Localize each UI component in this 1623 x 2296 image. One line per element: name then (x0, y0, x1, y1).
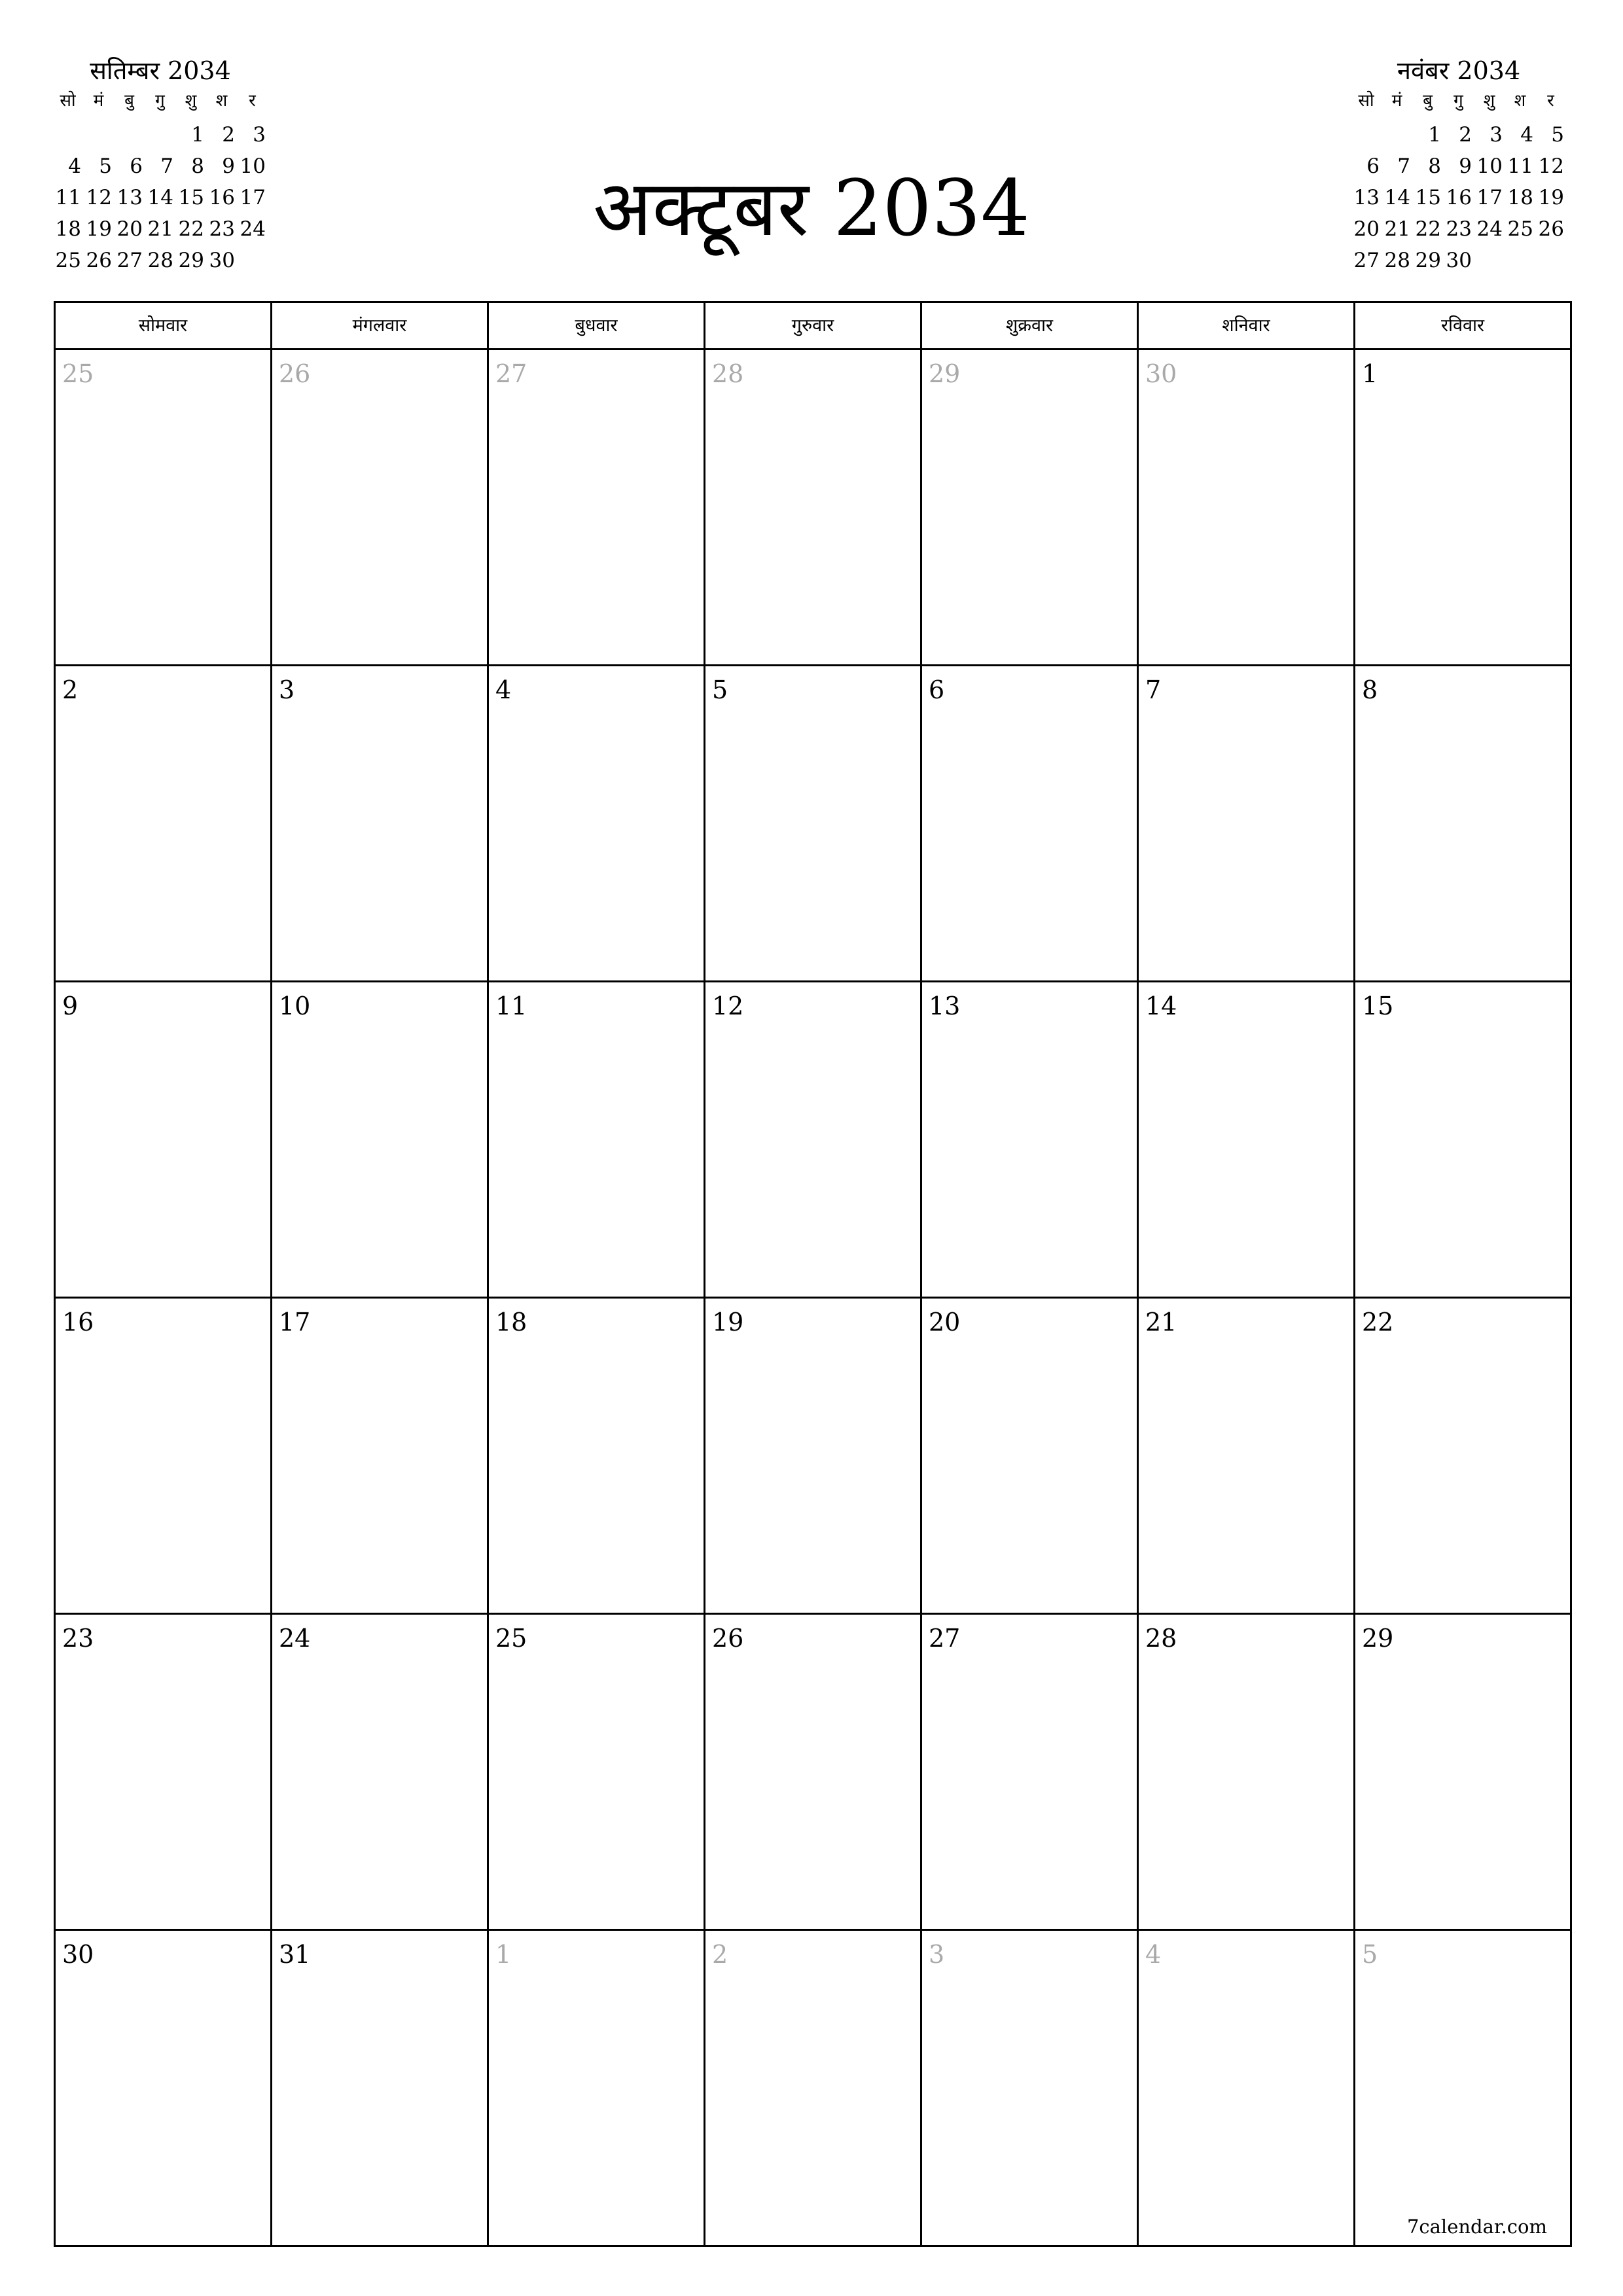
day-number: 13 (929, 992, 961, 1020)
day-cell (1139, 1615, 1355, 1931)
mini-weekday-label: शु (185, 91, 197, 111)
mini-day-number: 28 (1384, 249, 1410, 272)
day-number: 19 (712, 1308, 744, 1336)
day-cell (1139, 350, 1355, 666)
mini-day-number: 27 (116, 249, 143, 272)
weekday-header-cell: मंगलवार (272, 303, 489, 350)
day-number: 30 (1145, 359, 1177, 388)
mini-day-number: 16 (1446, 186, 1472, 209)
day-number: 27 (929, 1624, 961, 1653)
mini-day-number: 2 (1459, 123, 1472, 147)
day-number: 15 (1362, 992, 1394, 1020)
day-cell (1355, 666, 1572, 982)
next-month-grid (1351, 88, 1567, 276)
day-cell (272, 1299, 489, 1615)
mini-weekday-label: श (1514, 91, 1526, 111)
mini-day-number: 22 (178, 217, 204, 241)
mini-day-number: 18 (55, 217, 81, 241)
day-cell (705, 982, 922, 1299)
mini-day-number: 15 (1415, 186, 1441, 209)
mini-day-number: 14 (147, 186, 173, 209)
weekday-header-cell: शुक्रवार (922, 303, 1139, 350)
day-number: 26 (279, 359, 311, 388)
day-number: 3 (279, 675, 295, 704)
weekday-header-cell: सोमवार (56, 303, 272, 350)
day-number: 2 (62, 675, 79, 704)
mini-weekday-label: शु (1483, 91, 1495, 111)
day-number: 3 (929, 1940, 945, 1969)
next-month-title: नवंबर 2034 (1397, 56, 1521, 85)
mini-day-number: 3 (1489, 123, 1503, 147)
day-number: 17 (279, 1308, 311, 1336)
mini-weekday-label: गु (1454, 91, 1463, 111)
mini-day-number: 2 (222, 123, 235, 147)
day-cell (1355, 982, 1572, 1299)
mini-day-number: 9 (222, 154, 235, 178)
day-cell (489, 982, 705, 1299)
month-calendar (54, 301, 1572, 2247)
weekday-header-cell: बुधवार (489, 303, 705, 350)
mini-weekday-label: मं (93, 91, 104, 111)
day-number: 27 (495, 359, 527, 388)
prev-month-mini-calendar (52, 54, 268, 276)
mini-weekday-label: बु (1423, 91, 1433, 111)
day-number: 5 (712, 675, 728, 704)
mini-day-number: 25 (55, 249, 81, 272)
mini-day-number: 19 (1538, 186, 1564, 209)
day-cell (922, 666, 1139, 982)
mini-day-number (1351, 119, 1382, 151)
day-cell (272, 1615, 489, 1931)
day-cell (1139, 666, 1355, 982)
mini-day-number: 29 (178, 249, 204, 272)
mini-day-number: 20 (1353, 217, 1380, 241)
mini-day-number: 5 (99, 154, 112, 178)
mini-day-number: 8 (191, 154, 204, 178)
mini-weekday-label: बु (124, 91, 134, 111)
mini-day-number: 21 (147, 217, 173, 241)
mini-day-number: 9 (1459, 154, 1472, 178)
day-number: 1 (495, 1940, 512, 1969)
day-cell (489, 1615, 705, 1931)
mini-day-number: 10 (240, 154, 266, 178)
day-cell (56, 350, 272, 666)
mini-weekday-label: मं (1391, 91, 1402, 111)
weekday-header-cell: शनिवार (1139, 303, 1355, 350)
day-cell (1355, 1931, 1572, 2247)
day-cell (56, 982, 272, 1299)
day-number: 18 (495, 1308, 527, 1336)
mini-weekday-label: र (249, 91, 256, 111)
mini-weekday-label: सो (60, 91, 76, 111)
day-cell (56, 1299, 272, 1615)
mini-day-number: 12 (1538, 154, 1564, 178)
prev-month-grid (52, 88, 268, 276)
mini-day-number: 16 (209, 186, 235, 209)
mini-day-number: 26 (1538, 217, 1564, 241)
mini-weekday-label: र (1547, 91, 1554, 111)
day-cell (272, 1931, 489, 2247)
day-number: 29 (929, 359, 961, 388)
mini-day-number: 1 (1428, 123, 1441, 147)
day-cell (56, 666, 272, 982)
day-number: 20 (929, 1308, 961, 1336)
day-cell (272, 982, 489, 1299)
mini-day-number: 11 (55, 186, 81, 209)
mini-day-number: 14 (1384, 186, 1410, 209)
day-number: 7 (1145, 675, 1162, 704)
mini-day-number (83, 119, 114, 151)
day-cell (922, 982, 1139, 1299)
day-number: 25 (62, 359, 94, 388)
day-number: 1 (1362, 359, 1378, 388)
day-number: 31 (279, 1940, 311, 1969)
mini-day-number: 4 (1520, 123, 1533, 147)
mini-day-number: 20 (116, 217, 143, 241)
day-cell (705, 666, 922, 982)
mini-day-number: 21 (1384, 217, 1410, 241)
day-cell (489, 1299, 705, 1615)
mini-day-number: 7 (1397, 154, 1410, 178)
mini-weekday-label: सो (1358, 91, 1374, 111)
mini-day-number: 10 (1476, 154, 1503, 178)
prev-month-title: सतिम्बर 2034 (90, 56, 231, 85)
mini-day-number: 11 (1507, 154, 1533, 178)
day-cell (1355, 1299, 1572, 1615)
mini-day-number: 30 (1446, 249, 1472, 272)
day-number: 2 (712, 1940, 728, 1969)
day-number: 30 (62, 1940, 94, 1969)
day-number: 25 (495, 1624, 527, 1653)
day-number: 28 (712, 359, 744, 388)
mini-day-number: 19 (86, 217, 112, 241)
day-cell (705, 1931, 922, 2247)
day-number: 12 (712, 992, 744, 1020)
day-number: 28 (1145, 1624, 1177, 1653)
mini-day-number: 1 (191, 123, 204, 147)
mini-day-number: 23 (209, 217, 235, 241)
mini-weekday-label: गु (155, 91, 165, 111)
day-number: 6 (929, 675, 945, 704)
weekday-header-cell: रविवार (1355, 303, 1572, 350)
day-number: 10 (279, 992, 311, 1020)
mini-day-number: 23 (1446, 217, 1472, 241)
day-cell (922, 1615, 1139, 1931)
day-cell (922, 1299, 1139, 1615)
day-number: 24 (279, 1624, 311, 1653)
mini-day-number: 28 (147, 249, 173, 272)
mini-day-number: 25 (1507, 217, 1533, 241)
day-number: 4 (1145, 1940, 1162, 1969)
mini-day-number: 6 (130, 154, 143, 178)
mini-day-number: 8 (1428, 154, 1441, 178)
day-cell (705, 350, 922, 666)
mini-day-number: 6 (1366, 154, 1380, 178)
mini-day-number: 4 (68, 154, 81, 178)
day-cell (705, 1615, 922, 1931)
day-number: 9 (62, 992, 79, 1020)
day-cell (705, 1299, 922, 1615)
weekday-header-cell: गुरुवार (705, 303, 922, 350)
day-cell (1355, 1615, 1572, 1931)
day-cell (1139, 1931, 1355, 2247)
mini-day-number: 15 (178, 186, 204, 209)
footer-credit: 7calendar.com (1406, 2215, 1547, 2238)
mini-day-number: 24 (1476, 217, 1503, 241)
day-number: 26 (712, 1624, 744, 1653)
day-cell (489, 1931, 705, 2247)
day-cell (1139, 1299, 1355, 1615)
mini-day-number: 26 (86, 249, 112, 272)
day-number: 11 (495, 992, 527, 1020)
next-month-mini-calendar (1351, 54, 1567, 276)
day-cell (922, 1931, 1139, 2247)
day-grid (56, 350, 1572, 2247)
mini-day-number: 29 (1415, 249, 1441, 272)
mini-day-number: 7 (160, 154, 173, 178)
day-cell (922, 350, 1139, 666)
weekday-header-row (56, 303, 1572, 350)
mini-day-number: 30 (209, 249, 235, 272)
mini-day-number: 17 (1476, 186, 1503, 209)
mini-day-number (1382, 119, 1412, 151)
day-cell (1355, 350, 1572, 666)
mini-day-number: 27 (1353, 249, 1380, 272)
day-number: 22 (1362, 1308, 1394, 1336)
day-number: 8 (1362, 675, 1378, 704)
page-title: अक्टूबर 2034 (593, 163, 1030, 253)
mini-day-number: 24 (240, 217, 266, 241)
day-cell (1139, 982, 1355, 1299)
mini-day-number (52, 119, 83, 151)
mini-day-number: 17 (240, 186, 266, 209)
mini-day-number: 5 (1551, 123, 1564, 147)
day-cell (56, 1615, 272, 1931)
day-cell (272, 666, 489, 982)
mini-day-number: 22 (1415, 217, 1441, 241)
day-number: 29 (1362, 1624, 1394, 1653)
mini-day-number: 12 (86, 186, 112, 209)
mini-day-number (114, 119, 145, 151)
day-cell (56, 1931, 272, 2247)
day-number: 23 (62, 1624, 94, 1653)
mini-day-number: 18 (1507, 186, 1533, 209)
day-cell (489, 666, 705, 982)
day-number: 14 (1145, 992, 1177, 1020)
day-number: 16 (62, 1308, 94, 1336)
day-number: 21 (1145, 1308, 1177, 1336)
mini-weekday-label: श (215, 91, 228, 111)
day-number: 4 (495, 675, 512, 704)
day-cell (489, 350, 705, 666)
day-number: 5 (1362, 1940, 1378, 1969)
mini-day-number (145, 119, 175, 151)
mini-day-number: 3 (253, 123, 266, 147)
day-cell (272, 350, 489, 666)
mini-day-number: 13 (116, 186, 143, 209)
mini-day-number: 13 (1353, 186, 1380, 209)
